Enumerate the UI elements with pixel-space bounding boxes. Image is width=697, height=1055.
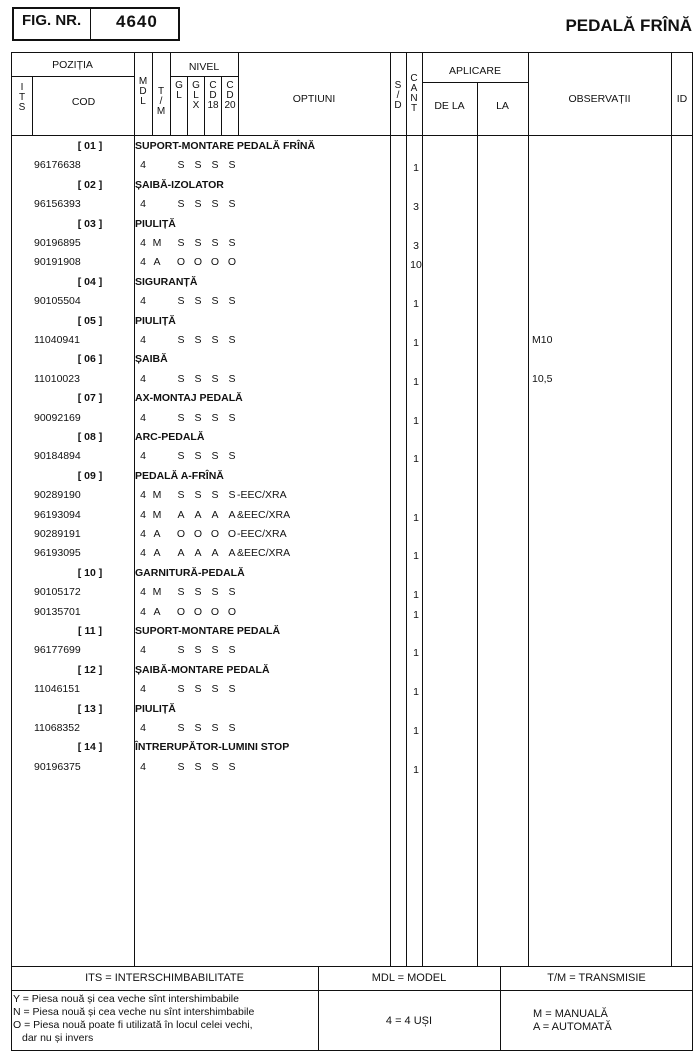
quantity-value: 1 xyxy=(413,511,419,524)
part-row xyxy=(0,156,697,174)
part-description: PEDALĂ A-FRÎNĂ xyxy=(135,469,224,482)
level-value: S xyxy=(194,411,202,424)
part-description: SIGURANȚĂ xyxy=(135,275,198,288)
level-value: S xyxy=(211,159,219,172)
header-nivel: NIVEL xyxy=(188,61,220,73)
level-value: S xyxy=(177,372,185,385)
level-value: S xyxy=(211,489,219,502)
position-header-row xyxy=(0,700,697,718)
level-value: S xyxy=(211,295,219,308)
model-value: 4 xyxy=(140,256,146,269)
level-value: S xyxy=(194,372,202,385)
level-value: S xyxy=(211,450,219,463)
model-value: 4 xyxy=(140,547,146,560)
header-its: I T S xyxy=(18,82,26,113)
transmission-value: A xyxy=(153,605,161,618)
level-value: S xyxy=(194,159,202,172)
level-value: S xyxy=(177,760,185,773)
option-value: -EEC/XRA xyxy=(237,528,287,540)
model-value: 4 xyxy=(140,508,146,521)
part-description: SUPORT-MONTARE PEDALĂ xyxy=(135,625,281,637)
quantity-value: 1 xyxy=(413,298,419,311)
level-value: S xyxy=(228,159,236,172)
level-value: S xyxy=(228,683,236,696)
part-code: 90196895 xyxy=(34,237,81,249)
level-value: S xyxy=(194,334,202,346)
position-header-row xyxy=(0,137,697,155)
header-nivel-gl: G L xyxy=(175,80,183,101)
position-header-row xyxy=(0,564,697,582)
position-number: [ 13 ] xyxy=(77,702,103,715)
model-value: 4 xyxy=(140,528,146,540)
note-o: O = Piesa nouă poate fi utilizată în locul celei vechi, xyxy=(13,1019,253,1031)
position-header-row xyxy=(0,428,697,446)
position-number: [ 11 ] xyxy=(78,625,102,637)
quantity-value: 1 xyxy=(413,763,419,776)
note-automatic: A = AUTOMATĂ xyxy=(533,1021,612,1033)
part-code: 11046151 xyxy=(34,683,80,696)
part-row xyxy=(0,544,697,562)
part-description: ȘAIBĂ-IZOLATOR xyxy=(135,178,224,191)
level-value: S xyxy=(228,411,236,424)
figure-label: FIG. NR. xyxy=(22,12,82,29)
level-value: S xyxy=(228,372,236,385)
option-value: &EEC/XRA xyxy=(237,547,291,560)
header-id: ID xyxy=(676,93,688,105)
part-row xyxy=(0,234,697,252)
part-row xyxy=(0,758,697,776)
position-header-row xyxy=(0,273,697,291)
legend-its: ITS = INTERSCHIMBABILITATE xyxy=(85,972,244,984)
part-description: ARC-PEDALĂ xyxy=(135,431,205,443)
position-header-row xyxy=(0,389,697,407)
level-value: O xyxy=(227,528,237,540)
position-header-row xyxy=(0,215,697,233)
level-value: A xyxy=(228,547,236,560)
level-value: O xyxy=(227,605,237,618)
quantity-value: 1 xyxy=(413,337,419,349)
part-row xyxy=(0,292,697,310)
model-value: 4 xyxy=(140,605,146,618)
quantity-value: 1 xyxy=(413,414,419,427)
part-code: 96177699 xyxy=(34,644,81,657)
position-number: [ 10 ] xyxy=(77,566,103,579)
part-description: PIULIȚĂ xyxy=(135,217,176,230)
level-value: S xyxy=(194,644,202,657)
position-header-row xyxy=(0,738,697,756)
quantity-value: 1 xyxy=(413,453,419,466)
level-value: S xyxy=(211,198,219,211)
level-value: S xyxy=(211,760,219,773)
part-code: 90105172 xyxy=(34,586,81,599)
header-optiuni: OPTIUNI xyxy=(292,93,336,105)
part-code: 90184894 xyxy=(34,450,81,463)
part-row xyxy=(0,370,697,388)
option-value: &EEC/XRA xyxy=(237,508,291,521)
level-value: A xyxy=(177,547,185,560)
note-n: N = Piesa nouă și cea veche nu sînt intershimbabile xyxy=(13,1006,255,1018)
part-row xyxy=(0,447,697,465)
figure-number: 4640 xyxy=(116,12,158,31)
header-tm: T / M xyxy=(156,86,166,117)
level-value: O xyxy=(193,528,203,540)
position-number: [ 01 ] xyxy=(77,140,103,152)
model-value: 4 xyxy=(140,450,146,463)
level-value: S xyxy=(228,334,236,346)
part-code: 90105504 xyxy=(34,295,81,308)
header-la: LA xyxy=(496,100,509,112)
transmission-value: M xyxy=(152,586,162,599)
part-code: 11068352 xyxy=(34,722,80,734)
position-header-row xyxy=(0,350,697,368)
part-row xyxy=(0,680,697,698)
part-code: 90135701 xyxy=(34,605,81,618)
level-value: S xyxy=(194,198,202,211)
part-row xyxy=(0,331,697,349)
level-value: S xyxy=(228,237,236,249)
level-value: A xyxy=(211,508,219,521)
part-row xyxy=(0,409,697,427)
level-value: S xyxy=(177,722,185,734)
quantity-value: 1 xyxy=(413,162,419,175)
level-value: S xyxy=(177,683,185,696)
position-number: [ 09 ] xyxy=(77,469,103,482)
level-value: S xyxy=(177,237,185,249)
part-code: 90191908 xyxy=(34,256,81,269)
part-code: 11040941 xyxy=(34,334,80,346)
note-o-continued: dar nu și invers xyxy=(22,1032,94,1044)
level-value: S xyxy=(177,450,185,463)
part-description: GARNITURĂ-PEDALĂ xyxy=(135,566,245,579)
part-row xyxy=(0,603,697,621)
level-value: O xyxy=(193,605,203,618)
quantity-value: 1 xyxy=(413,375,419,388)
part-description: ȘAIBĂ-MONTARE PEDALĂ xyxy=(135,663,270,676)
level-value: O xyxy=(176,528,186,540)
position-header-row xyxy=(0,467,697,485)
header-cod: COD xyxy=(71,96,96,108)
part-row xyxy=(0,253,697,271)
level-value: S xyxy=(228,586,236,599)
model-value: 4 xyxy=(140,198,146,211)
position-number: [ 07 ] xyxy=(77,392,103,405)
level-value: S xyxy=(211,644,219,657)
transmission-value: A xyxy=(153,547,161,560)
page-title: PEDALĂ FRÎNĂ xyxy=(565,16,692,35)
position-number: [ 04 ] xyxy=(77,275,103,288)
position-number: [ 05 ] xyxy=(77,314,103,327)
header-cant: C A N T xyxy=(410,73,418,114)
level-value: O xyxy=(176,605,186,618)
level-value: S xyxy=(177,334,185,346)
quantity-value: 1 xyxy=(413,550,419,563)
level-value: S xyxy=(194,683,202,696)
position-number: [ 14 ] xyxy=(77,741,103,754)
part-code: 96176638 xyxy=(34,159,81,172)
level-value: S xyxy=(194,237,202,249)
quantity-value: 10 xyxy=(410,259,422,272)
header-aplicare: APLICARE xyxy=(449,65,501,77)
level-value: S xyxy=(211,586,219,599)
model-value: 4 xyxy=(140,489,146,502)
position-number: [ 12 ] xyxy=(77,663,103,676)
level-value: O xyxy=(176,256,186,269)
header-nivel-cd18: C D 18 xyxy=(207,80,219,111)
position-header-row xyxy=(0,622,697,640)
level-value: S xyxy=(228,760,236,773)
quantity-value: 1 xyxy=(413,608,419,621)
position-header-row xyxy=(0,176,697,194)
position-header-row xyxy=(0,661,697,679)
level-value: S xyxy=(177,644,185,657)
part-row xyxy=(0,195,697,213)
level-value: S xyxy=(228,198,236,211)
header-observatii: OBSERVAȚII xyxy=(568,93,631,105)
level-value: S xyxy=(228,489,236,502)
part-description: PIULIȚĂ xyxy=(135,314,176,327)
model-value: 4 xyxy=(140,683,146,696)
part-row xyxy=(0,525,697,543)
position-header-row xyxy=(0,312,697,330)
part-code: 96156393 xyxy=(34,198,81,211)
header-sd: S / D xyxy=(394,80,402,111)
position-number: [ 06 ] xyxy=(77,353,103,366)
level-value: S xyxy=(211,683,219,696)
level-value: O xyxy=(227,256,237,269)
part-code: 90196375 xyxy=(34,760,81,773)
header-nivel-glx: G L X xyxy=(192,80,200,111)
part-code: 96193095 xyxy=(34,547,81,560)
model-value: 4 xyxy=(140,760,146,773)
part-code: 90289191 xyxy=(34,528,81,540)
level-value: S xyxy=(194,450,202,463)
observation-value: 10,5 xyxy=(532,372,553,385)
header-nivel-cd20: C D 20 xyxy=(224,80,236,111)
legend-mdl: MDL = MODEL xyxy=(371,972,447,984)
transmission-value: A xyxy=(153,528,161,540)
part-description: PIULIȚĂ xyxy=(135,702,176,715)
legend-tm: T/M = TRANSMISIE xyxy=(547,972,646,984)
level-value: S xyxy=(228,644,236,657)
transmission-value: M xyxy=(152,237,162,249)
model-value: 4 xyxy=(140,159,146,172)
quantity-value: 1 xyxy=(413,647,419,660)
quantity-value: 3 xyxy=(413,201,419,214)
level-value: S xyxy=(211,722,219,734)
model-value: 4 xyxy=(140,295,146,308)
level-value: S xyxy=(177,198,185,211)
level-value: S xyxy=(228,722,236,734)
position-number: [ 08 ] xyxy=(77,431,103,443)
level-value: A xyxy=(211,547,219,560)
header-pozitia: POZIȚIA xyxy=(52,59,93,71)
level-value: O xyxy=(210,256,220,269)
note-doors: 4 = 4 UȘI xyxy=(385,1015,433,1027)
level-value: S xyxy=(211,372,219,385)
level-value: S xyxy=(177,411,185,424)
quantity-value: 3 xyxy=(413,240,419,252)
level-value: O xyxy=(193,256,203,269)
level-value: O xyxy=(210,528,220,540)
level-value: S xyxy=(177,586,185,599)
transmission-value: M xyxy=(152,508,162,521)
level-value: S xyxy=(194,722,202,734)
part-row xyxy=(0,641,697,659)
part-row xyxy=(0,583,697,601)
level-value: S xyxy=(211,334,219,346)
level-value: S xyxy=(194,760,202,773)
level-value: S xyxy=(194,295,202,308)
part-description: ÎNTRERUPĂTOR-LUMINI STOP xyxy=(135,741,290,754)
quantity-value: 1 xyxy=(413,589,419,602)
level-value: A xyxy=(228,508,236,521)
level-value: S xyxy=(177,489,185,502)
part-code: 90289190 xyxy=(34,489,81,502)
part-row xyxy=(0,719,697,737)
option-value: -EEC/XRA xyxy=(237,489,287,502)
transmission-value: M xyxy=(152,489,162,502)
level-value: S xyxy=(194,586,202,599)
note-y: Y = Piesa nouă și cea veche sînt intershimbabile xyxy=(13,993,239,1005)
level-value: O xyxy=(210,605,220,618)
model-value: 4 xyxy=(140,411,146,424)
part-code: 90092169 xyxy=(34,411,81,424)
model-value: 4 xyxy=(140,586,146,599)
model-value: 4 xyxy=(140,722,146,734)
model-value: 4 xyxy=(140,644,146,657)
level-value: A xyxy=(194,508,202,521)
part-description: AX-MONTAJ PEDALĂ xyxy=(135,392,243,405)
part-code: 11010023 xyxy=(34,372,80,385)
level-value: A xyxy=(194,547,202,560)
quantity-value: 1 xyxy=(413,686,419,699)
transmission-value: A xyxy=(153,256,161,269)
model-value: 4 xyxy=(140,372,146,385)
part-row xyxy=(0,486,697,504)
part-description: ȘAIBĂ xyxy=(135,353,168,366)
level-value: A xyxy=(177,508,185,521)
quantity-value: 1 xyxy=(413,725,419,737)
level-value: S xyxy=(211,237,219,249)
level-value: S xyxy=(177,159,185,172)
level-value: S xyxy=(177,295,185,308)
position-number: [ 03 ] xyxy=(77,217,103,230)
model-value: 4 xyxy=(140,237,146,249)
level-value: S xyxy=(194,489,202,502)
part-code: 96193094 xyxy=(34,508,81,521)
header-de-la: DE LA xyxy=(434,100,465,112)
model-value: 4 xyxy=(140,334,146,346)
note-manual: M = MANUALĂ xyxy=(533,1008,608,1020)
level-value: S xyxy=(211,411,219,424)
level-value: S xyxy=(228,295,236,308)
observation-value: M10 xyxy=(532,334,553,346)
part-description: SUPORT-MONTARE PEDALĂ FRÎNĂ xyxy=(135,140,316,152)
position-number: [ 02 ] xyxy=(77,178,103,191)
part-row xyxy=(0,506,697,524)
level-value: S xyxy=(228,450,236,463)
header-mdl: M D L xyxy=(138,76,148,107)
